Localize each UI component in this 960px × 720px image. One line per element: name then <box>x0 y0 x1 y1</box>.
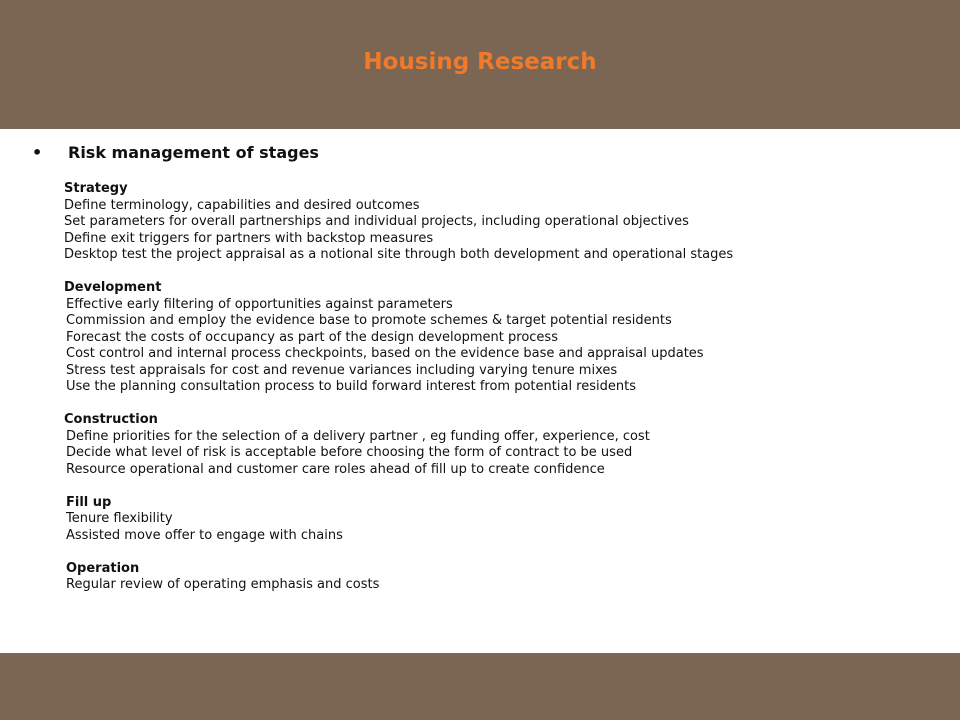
stage-title: Fill up <box>66 494 112 510</box>
stage-fill-up <box>64 495 733 545</box>
footer-band <box>0 653 960 720</box>
stage-construction <box>64 412 733 478</box>
stage-operation <box>64 561 733 594</box>
stage-title: Strategy <box>64 181 128 196</box>
stage-title: Construction <box>64 412 158 427</box>
stage-development <box>64 280 733 396</box>
stage-line: Decide what level of risk is acceptable before choosing the form of contract to be used <box>66 445 633 460</box>
slide-title: Housing Research <box>363 49 597 75</box>
section-heading: Risk management of stages <box>68 143 319 162</box>
stage-line: Stress test appraisals for cost and revenue variances including varying tenure mixes <box>66 362 618 378</box>
stage-line: Forecast the costs of occupancy as part of the design development process <box>66 329 558 345</box>
stage-line: Cost control and internal process checkpoints, based on the evidence base and appraisal updates <box>66 346 704 361</box>
stage-line: Use the planning consultation process to build forward interest from potential residents <box>66 379 636 394</box>
stage-line: Regular review of operating emphasis and costs <box>66 577 380 592</box>
stages-list <box>64 181 733 610</box>
stage-line: Desktop test the project appraisal as a notional site through both development and operational stages <box>64 247 734 262</box>
stage-line: Effective early filtering of opportunities against parameters <box>66 296 453 312</box>
stage-strategy <box>64 181 733 264</box>
stage-line: Assisted move offer to engage with chains <box>66 527 343 543</box>
stage-line: Define priorities for the selection of a delivery partner , eg funding offer, experience, cost <box>66 428 650 444</box>
bullet-icon: • <box>32 143 43 162</box>
stage-line: Define terminology, capabilities and desired outcomes <box>64 197 420 213</box>
stage-line: Tenure flexibility <box>66 511 173 526</box>
stage-line: Commission and employ the evidence base to promote schemes & target potential residents <box>66 313 672 328</box>
stage-title: Development <box>64 280 162 295</box>
stage-line: Define exit triggers for partners with backstop measures <box>64 230 434 246</box>
stage-line: Resource operational and customer care roles ahead of fill up to create confidence <box>66 461 605 477</box>
stage-title: Operation <box>66 560 140 576</box>
stage-line: Set parameters for overall partnerships and individual projects, including operational objectives <box>64 214 689 229</box>
